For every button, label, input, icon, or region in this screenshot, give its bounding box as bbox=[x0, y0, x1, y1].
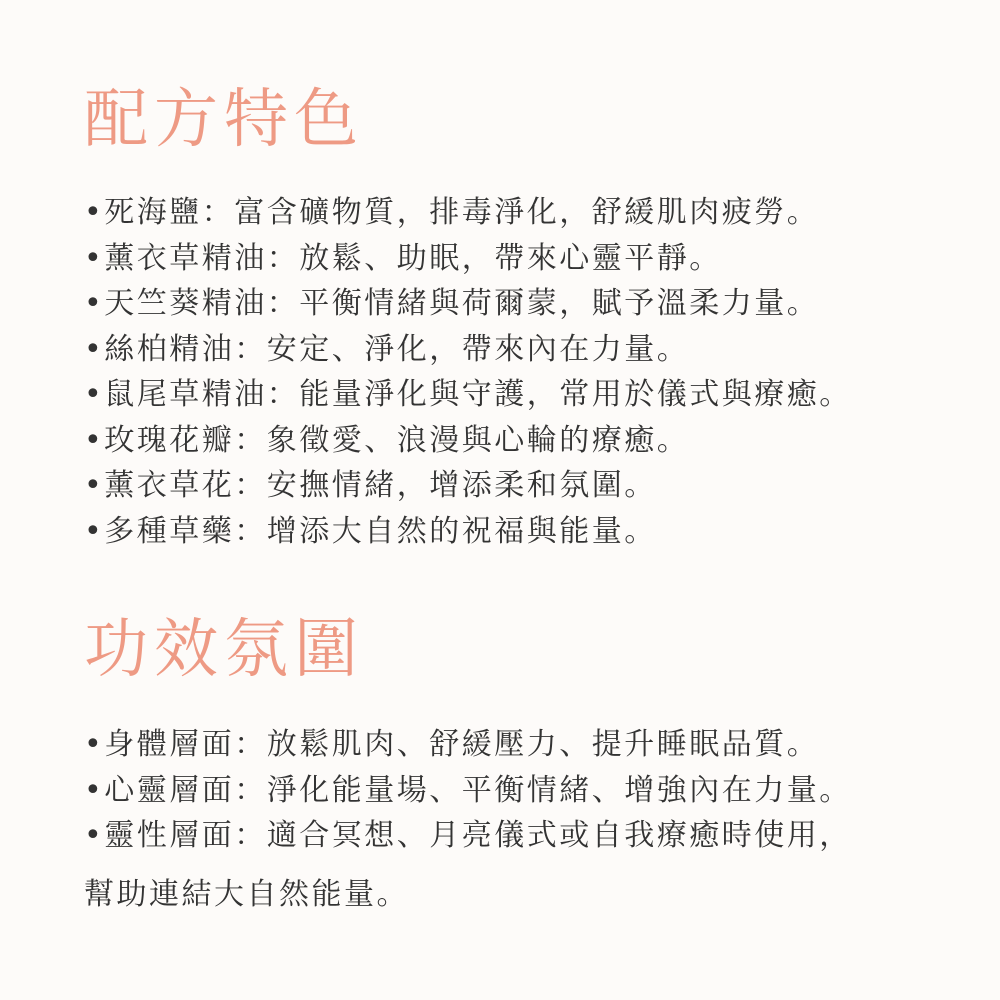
formula-item-lavender-flowers: •薰衣草花：安撫情緒，增添柔和氛圍。 bbox=[84, 468, 657, 503]
effects-item-body: •身體層面：放鬆肌肉、舒緩壓力、提升睡眠品質。 bbox=[84, 727, 820, 762]
effects-item-mind: •心靈層面：淨化能量場、平衡情緒、增強內在力量。 bbox=[84, 772, 852, 808]
formula-list bbox=[84, 190, 852, 554]
formula-heading: 配方特色 bbox=[84, 83, 364, 157]
formula-item-herbs: •多種草藥：增添大自然的祝福與能量。 bbox=[84, 513, 657, 549]
effects-heading: 功效氛圍 bbox=[84, 613, 364, 687]
formula-item-lavender-oil: •薰衣草精油：放鬆、助眠，帶來心靈平靜。 bbox=[84, 240, 722, 276]
effects-closing-text: 幫助連結大自然能量。 bbox=[84, 877, 409, 912]
formula-item-sage-oil: •鼠尾草精油：能量淨化與守護，常用於儀式與療癒。 bbox=[84, 377, 852, 412]
formula-item-cypress-oil: •絲柏精油：安定、淨化，帶來內在力量。 bbox=[84, 331, 690, 367]
formula-item-geranium-oil: •天竺葵精油：平衡情緒與荷爾蒙，賦予溫柔力量。 bbox=[84, 286, 820, 321]
effects-list bbox=[84, 722, 852, 859]
effects-item-spirit: •靈性層面：適合冥想、月亮儀式或自我療癒時使用， bbox=[84, 818, 852, 853]
formula-item-dead-sea-salt: •死海鹽：富含礦物質，排毒淨化，舒緩肌肉疲勞。 bbox=[84, 195, 820, 230]
formula-item-rose-petals: •玫瑰花瓣：象徵愛、浪漫與心輪的療癒。 bbox=[84, 422, 690, 458]
